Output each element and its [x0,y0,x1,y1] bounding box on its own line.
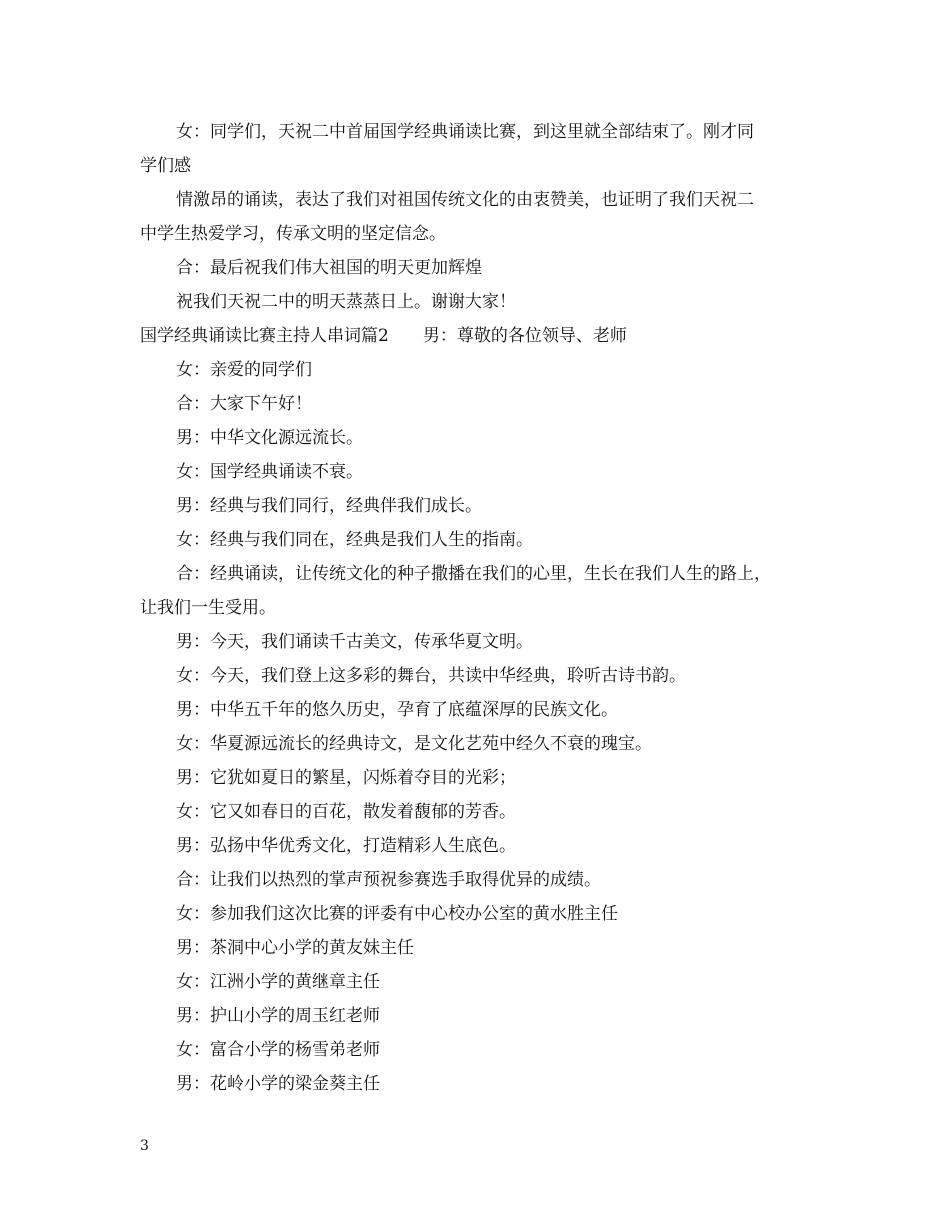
text-line: 男：护山小学的周玉红老师 [176,1006,380,1026]
text-line: 女：今天，我们登上这多彩的舞台，共读中华经典，聆听古诗书韵。 [176,666,686,686]
text-line: 合：让我们以热烈的掌声预祝参赛选手取得优异的成绩。 [176,870,601,890]
text-line: 情激昂的诵读，表达了我们对祖国传统文化的由衷赞美，也证明了我们天祝二 [176,190,754,210]
text-line: 女：亲爱的同学们 [176,360,312,380]
text-line: 男：花岭小学的梁金葵主任 [176,1074,380,1094]
text-line: 男：弘扬中华优秀文化，打造精彩人生底色。 [176,836,516,856]
text-line: 让我们一生受用。 [140,598,276,618]
text-line: 学们感 [140,156,191,176]
text-line: 男：经典与我们同行，经典伴我们成长。 [176,496,482,516]
text-line: 女：富合小学的杨雪弟老师 [176,1040,380,1060]
text-line: 女：国学经典诵读不衰。 [176,462,363,482]
page-number: 3 [140,1138,149,1154]
text-line: 中学生热爱学习，传承文明的坚定信念。 [140,224,446,244]
text-line: 祝我们天祝二中的明天蒸蒸日上。谢谢大家！ [176,292,516,312]
text-line: 女：江洲小学的黄继章主任 [176,972,380,992]
text-line: 女：同学们，天祝二中首届国学经典诵读比赛，到这里就全部结束了。刚才同 [176,122,754,142]
document-body [140,115,820,1101]
text-line: 男：中华五千年的悠久历史，孕育了底蕴深厚的民族文化。 [176,700,618,720]
text-line: 女：华夏源远流长的经典诗文，是文化艺苑中经久不衰的瑰宝。 [176,734,652,754]
text-line: 女：参加我们这次比赛的评委有中心校办公室的黄水胜主任 [176,904,618,924]
text-line: 男：中华文化源远流长。 [176,428,363,448]
section-heading-line: 国学经典诵读比赛主持人串词篇2 男：尊敬的各位领导、老师 [140,326,627,346]
text-line: 男：今天，我们诵读千古美文，传承华夏文明。 [176,632,533,652]
text-line: 合：大家下午好！ [176,394,312,414]
text-line: 男：茶洞中心小学的黄友妹主任 [176,938,414,958]
text-line: 合：最后祝我们伟大祖国的明天更加辉煌 [176,258,482,278]
text-line: 男：它犹如夏日的繁星，闪烁着夺目的光彩； [176,768,516,788]
text-line: 女：经典与我们同在，经典是我们人生的指南。 [176,530,533,550]
text-line: 女：它又如春日的百花，散发着馥郁的芳香。 [176,802,516,822]
text-line: 合：经典诵读，让传统文化的种子撒播在我们的心里，生长在我们人生的路上， [176,564,771,584]
